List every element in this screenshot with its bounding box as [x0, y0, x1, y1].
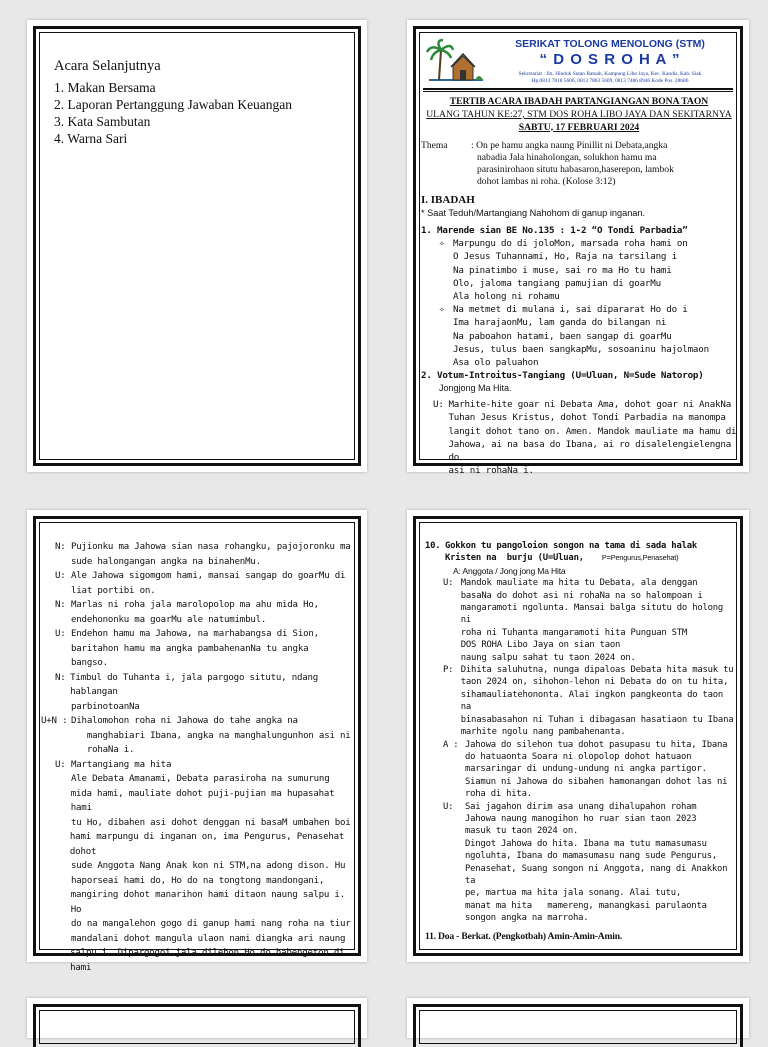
speaker-label: U:	[443, 578, 454, 589]
saat-teduh: * Saat Teduh/Martangiang Nahohom di ganup inganan.	[421, 208, 646, 219]
closing-line: manat ma hita mamereng, manangkasi parulaonta	[465, 900, 707, 911]
closing-line: pe, martua ma hita jala sonang. Alai tutu,	[465, 888, 682, 899]
item-10-line-2	[425, 552, 735, 564]
line-text: bangso.	[71, 658, 108, 668]
palm-house-logo-icon	[425, 36, 487, 84]
reading-line	[55, 874, 355, 889]
line-text: Marlas ni roha jala marolopolop ma ahu mida Ho,	[71, 600, 319, 610]
acara-list	[54, 58, 344, 147]
closing-line: Penasehat, Suang songon ni Anggota, nang di Anakkon ta	[465, 863, 728, 886]
reading-line	[41, 714, 355, 729]
response-line: Jahowa do silehon tua dohot pasupasu tu hita, Ibana	[465, 739, 728, 750]
speaker-label	[55, 700, 71, 715]
doc-title: TERTIB ACARA IBADAH PARTANGIANGAN BONA TAON	[449, 96, 709, 107]
line-text: sude halongangan angka na binahenMu.	[71, 556, 261, 567]
section-ibadah: I. IBADAH	[421, 194, 475, 207]
thema-line: dohot lambas ni roha. (Kolose 3:12)	[477, 176, 616, 188]
reading-line	[55, 772, 355, 787]
reading-line	[55, 627, 355, 642]
response-line: mangaramoti ngolunta. Mansai balga situtu do holong ni	[460, 603, 724, 626]
page-border	[33, 1004, 361, 1047]
verse-line: Olo, jaloma tangiang pamujian di goarMu	[453, 277, 661, 289]
speaker-label	[55, 584, 71, 599]
speaker-label	[55, 743, 71, 758]
item-number: 1.	[421, 224, 432, 236]
doc-subtitle: ULANG TAHUN KE:27, STM DOS ROHA LIBO JAYA DAN SEKITARNYA	[426, 108, 732, 120]
verse-2	[421, 303, 737, 369]
verse-line: Ima harajaonMu, lam ganda do bilangan ni	[453, 317, 667, 329]
item-10-title: Gokkon tu pangoloion songon na tama di sada halak	[445, 541, 698, 551]
hymn-title: Marende sian BE No.135 : 1-2 “O Tondi Parbadia”	[437, 224, 688, 236]
thema-label: Thema	[421, 140, 448, 152]
line-text: tu Ho, dibahen asi dohot denggan ni basaM umbahen boi	[71, 817, 351, 828]
verse-1	[421, 237, 737, 303]
votum-line: Tuhan Jesus Kristus, dohot Tondi Parbadia na manompa	[448, 412, 726, 424]
speaker-label	[55, 946, 70, 975]
reading-line	[55, 743, 355, 758]
speaker-label	[55, 859, 71, 874]
line-text: parbinotoanNa	[71, 701, 140, 712]
line-text: haporseai hami do, Ho do na tongtong mandongani,	[71, 875, 325, 886]
reading-line	[55, 917, 355, 932]
line-text: Ale Debata Amanami, Debata parasiroha na sumurung	[71, 774, 330, 784]
speaker-label: N:	[55, 600, 66, 610]
gokkon-body	[425, 540, 735, 943]
response-line: Jahowa naung manogihon ho ruar sian taon 2023	[465, 813, 697, 824]
votum-line: Jahowa, ai na basa do Ibana, ai ro disalelengielengna do	[448, 438, 732, 464]
thema-line: nabadia Jala hinaholongan, solukhon hamu ma	[477, 152, 657, 164]
org-name: SERIKAT TOLONG MENOLONG (STM)	[515, 38, 705, 50]
votum-uluan	[421, 398, 737, 477]
speaker-label: A :	[443, 739, 459, 750]
line-text: baritahon hamu ma angka pambahenanNa tu angka	[71, 643, 309, 654]
speaker-label: U+N :	[41, 716, 68, 726]
diamond-bullet-icon: ✧	[439, 304, 445, 316]
speaker-label	[55, 613, 71, 628]
verse-line: Marpungu do di joloMon, marsada roha hami on	[453, 238, 688, 250]
page-gokkon	[407, 510, 749, 962]
diamond-bullet-icon: ✧	[439, 238, 445, 250]
line-text: Endehon hamu ma Jahowa, na marhabangsa di Sion,	[71, 629, 319, 639]
item-11-doa: 11. Doa - Berkat. (Pengkotbah) Amin-Amin-Amin.	[425, 930, 623, 942]
speaker-label	[55, 830, 70, 859]
line-text: do na mangalehon gogo di ganup hami nang roha na tiur	[71, 919, 351, 929]
speaker-label: P:	[443, 665, 454, 676]
closing-line: ngoluhta, Ibana do mamasumasu nang sude Pengurus,	[465, 851, 718, 862]
reading-line	[55, 642, 355, 657]
item-1	[421, 224, 737, 237]
thema-line: parasinirohaon situtu habasaron,haserepon, lambok	[477, 164, 674, 176]
line-text: manghabiari Ibana, angka na manghalungunhon asi ni	[71, 730, 351, 741]
response-line: binasabasahon ni Tuhan i dibagasan hasatiaon tu Ibana	[460, 714, 734, 725]
line-text: Timbul do Tuhanta i, jala pargogo situtu, ndang hablangan	[70, 672, 319, 697]
speaker-label: U:	[55, 571, 66, 581]
speaker-label: U:	[433, 399, 444, 411]
reading-line	[55, 932, 355, 947]
reading-line	[55, 758, 355, 773]
speaker-label: U:	[443, 801, 454, 812]
reading-line	[55, 613, 355, 628]
reading-line	[55, 787, 355, 816]
votum-line: langit dohot tano on. Amen. Mandok mauliate ma hamu di	[448, 425, 737, 437]
response-block	[425, 664, 735, 738]
speaker-label	[55, 656, 71, 671]
reading-line	[55, 859, 355, 874]
verse-line: Na metmet di mulana i, sai dipararat Ho do i	[453, 304, 688, 316]
item-10-anggota: A: Anggota / Jong jong Ma Hita	[453, 565, 566, 576]
speaker-label: U:	[55, 759, 66, 770]
line-text: liat portibi on.	[71, 585, 156, 596]
item-number: 10.	[425, 541, 441, 551]
org-address: Sekretariat : Jln. Hinduk Sutan Batuah, Kampung Libo Jaya, Kec. Kandis, Kab. Siak	[518, 71, 702, 77]
line-text: sude Anggota Nang Anak kon ni STM,na adong dison. Hu	[71, 861, 346, 871]
response-line: naung salpu sahat tu taon 2024 on.	[460, 652, 636, 663]
reading-line	[55, 729, 355, 744]
verse-line: Ala holong ni rohamu	[453, 291, 560, 302]
line-text: Pujionku ma Jahowa sian nasa rohangku, pajojoronku ma	[71, 542, 351, 552]
votum-line: asi ni rohaNa i.	[448, 465, 534, 477]
verse-line: Na pinatimbo i muse, sai ro ma Ho tu hami	[453, 264, 672, 276]
acara-item: 2. Laporan Pertanggung Jawaban Keuangan	[54, 97, 293, 112]
response-line: Siamun ni Jahowa do sibahen hamonangan dohot las ni	[465, 776, 728, 787]
reading-line	[55, 700, 355, 715]
line-text: mandalani dohot mangula ulaon nami diangka ari naung	[71, 933, 346, 944]
line-text: Ale Jahowa sigomgom hami, mansai sangap do goarMu di	[71, 571, 346, 581]
page-partial-right	[407, 998, 749, 1038]
response-line: Dihita saluhutna, nunga dipaloas Debata hita masuk tu	[460, 665, 734, 676]
letterhead-rule	[423, 88, 733, 92]
item-number: 2.	[421, 370, 432, 382]
speaker-label	[55, 555, 71, 570]
org-title: “ D O S R O H A ”	[539, 51, 681, 68]
item-2	[421, 369, 737, 382]
verse-line: Asa olo paluahon	[453, 357, 539, 369]
response-line: marhite ngolu nang pambahenanta.	[460, 727, 626, 738]
reading-line	[55, 946, 355, 975]
closing-text	[425, 838, 735, 925]
response-block	[425, 739, 735, 801]
logo	[425, 36, 487, 84]
line-text: Dihalomohon roha ni Jahowa do tahe angka na	[71, 716, 298, 726]
speaker-label	[55, 642, 71, 657]
reading-line	[55, 888, 355, 917]
speaker-label	[55, 917, 71, 932]
line-text: endehononku ma goarMu ale natumimbul.	[71, 614, 267, 625]
page-tertib-acara	[407, 20, 749, 477]
response-line: roha ni Tuhanta mangaramoti hita Punguan STM	[460, 627, 688, 638]
response-line: roha di hita.	[465, 789, 532, 800]
org-phones: Hp.0813 7818 5606, 0813 7863 5609, 0813 7486 8946 Kode Pos. 28686	[531, 78, 689, 84]
doc-date: SABTU, 17 FEBRUARI 2024	[518, 121, 640, 133]
line-text: mangiring dohot manarihon hami ditaon naung salpu i. Ho	[70, 890, 345, 915]
page-votum-continued	[27, 510, 367, 973]
closing-line: songon angka na marroha.	[465, 913, 589, 924]
thema-block	[421, 140, 737, 188]
verse-line: O Jesus Tuhannami, Ho, Raja na tarsilang i	[453, 251, 677, 263]
acara-item: 1. Makan Bersama	[54, 80, 156, 95]
page-border	[413, 1004, 743, 1047]
jongjong: Jongjong Ma Hita.	[439, 383, 512, 394]
speaker-label	[55, 888, 71, 917]
speaker-label	[55, 932, 71, 947]
line-text: salpu i. Dipargogoi jala dilehon Ho do habengeton di hami	[70, 948, 345, 973]
speaker-label	[55, 772, 71, 787]
reading-line	[55, 671, 355, 700]
line-text: hami marpungu di inganan on, ima Pengurus, Penasehat dohot	[69, 832, 345, 857]
response-block	[425, 577, 735, 664]
reading-line	[55, 598, 355, 613]
reading-line	[55, 830, 355, 859]
response-line: basaNa do dohot asi ni rohaNa na so halompoan i	[460, 590, 703, 601]
response-line: masuk tu taon 2024 on.	[465, 826, 579, 837]
page-partial-left	[27, 998, 367, 1038]
line-text: rohaNa i.	[71, 745, 135, 755]
response-block	[425, 801, 735, 838]
item-10-subtitle: Kristen na burju (U=Uluan,	[445, 553, 584, 564]
response-line: marsaringar di undung-undung ni angka partigor.	[465, 764, 707, 775]
speaker-label	[55, 816, 71, 831]
votum-line: Marhite-hite goar ni Debata Ama, dohot goar ni AnakNa	[448, 399, 732, 411]
response-line: Mandok mauliate ma hita tu Debata, ala denggan	[460, 578, 698, 589]
acara-heading: Acara Selanjutnya	[54, 58, 161, 74]
response-line: Sai jagahon dirim asa unang dihalupahon roham	[465, 801, 697, 812]
page-acara-selanjutnya	[27, 20, 367, 472]
speaker-label	[55, 874, 71, 889]
responsive-reading	[41, 540, 355, 975]
item-10-legend: P=Pengurus,Penasehat)	[601, 553, 679, 563]
line-text: Martangiang ma hita	[71, 759, 172, 770]
tertib-body	[421, 96, 737, 477]
acara-item: 3. Kata Sambutan	[54, 114, 151, 129]
response-line: DOS ROHA Libo Jaya on sian taon	[460, 640, 621, 651]
reading-line	[55, 540, 355, 555]
line-text: mida hami, mauliate dohot puji-pujian ma hupasahat hami	[70, 788, 335, 813]
speaker-label: N:	[55, 542, 66, 552]
thema-line: : On pe hamu angka naung Pinillit ni Debata,angka	[471, 140, 668, 152]
item-10	[425, 540, 735, 552]
verse-line: Na paboahon hatami, baen sangap di goarMu	[453, 330, 672, 342]
acara-item: 4. Warna Sari	[54, 131, 128, 146]
verse-line: Jesus, tulus baen sangkapMu, sosoaninu hajolmaon	[453, 343, 709, 355]
speaker-label	[55, 787, 71, 816]
reading-line	[55, 816, 355, 831]
closing-line: Dingot Jahowa do hita. Ibana ma tutu mamasumasu	[465, 838, 707, 849]
votum-title: Votum-Introitus-Tangiang (U=Uluan, N=Sude Natorop)	[437, 370, 704, 382]
reading-line	[55, 555, 355, 570]
response-line: taon 2024 on, sihohon-lehon ni Debata do on tu hita,	[460, 677, 729, 688]
response-line: do hatuaonta Soara ni olopolop dohot hatuaon	[465, 751, 692, 762]
speaker-label: U:	[55, 629, 66, 639]
reading-line	[55, 584, 355, 599]
speaker-label: N:	[55, 672, 66, 683]
response-line: sihamauliatehononta. Alai ingkon pangkeonta do taon na	[460, 689, 724, 713]
reading-line	[55, 656, 355, 671]
speaker-label	[55, 729, 71, 744]
reading-line	[55, 569, 355, 584]
